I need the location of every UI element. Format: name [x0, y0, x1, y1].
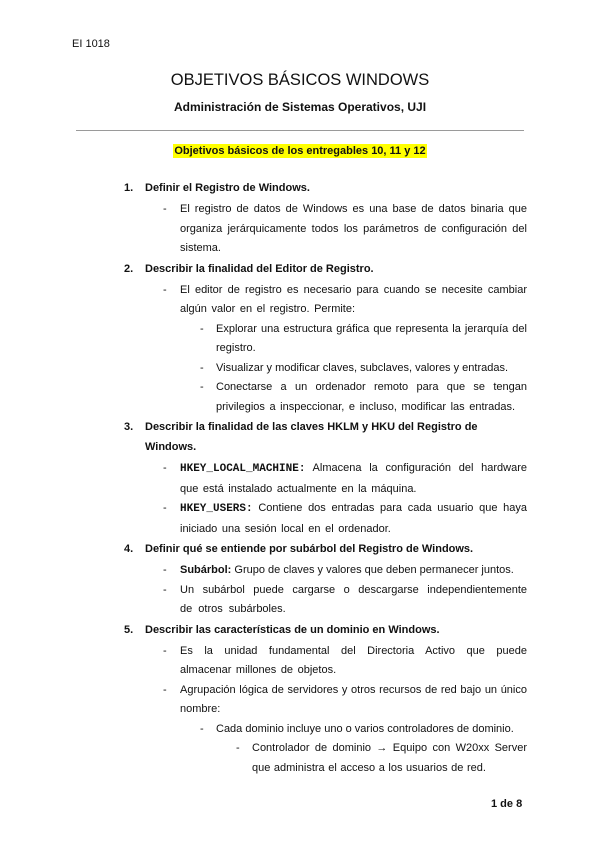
item-text: Es la unidad fundamental del Directoria Activo que puede almacenar millones de objetos. — [180, 644, 527, 676]
dash-bullet: - — [163, 683, 167, 696]
item-text: Cada dominio incluye uno o varios controladores de dominio. — [216, 722, 514, 735]
dash-bullet: - — [163, 502, 167, 514]
section-number: 4. — [124, 543, 134, 555]
dash-bullet: - — [163, 564, 167, 576]
section-number: 2. — [124, 262, 134, 275]
item-term: Subárbol: — [180, 564, 232, 576]
dash-bullet: - — [200, 381, 204, 393]
item-text: Almacena la configuración del hardware que está instalado actualmente en la máquina. — [180, 462, 527, 495]
page-number: 1 de 8 — [491, 798, 523, 810]
item-text: El registro de datos de Windows es una base de datos binaria que organiza jerárquicamente todos los parámetros de configuración del sistema. — [180, 203, 527, 254]
sub-sub-list-item — [236, 739, 527, 778]
section-title: Describir la finalidad de las claves HKLM y HKU del Registro de Windows. — [145, 421, 478, 453]
sub-list-item — [200, 359, 527, 379]
dash-bullet: - — [200, 722, 204, 735]
dash-bullet: - — [200, 322, 204, 335]
section-title: Definir qué se entiende por subárbol del Registro de Windows. — [145, 543, 474, 555]
sub-list-item — [200, 720, 527, 740]
section-heading — [124, 178, 525, 198]
section-heading — [124, 417, 525, 457]
header-divider — [76, 130, 524, 131]
section-heading — [124, 620, 525, 640]
item-text: Agrupación lógica de servidores y otros recursos de red bajo un único nombre: — [180, 683, 527, 715]
document-title: OBJETIVOS BÁSICOS WINDOWS — [170, 71, 430, 89]
item-text: Contiene dos entradas para cada usuario que haya iniciado una sesión local en el ordenador. — [180, 502, 527, 535]
item-text: El editor de registro es necesario para cuando se necesite cambiar algún valor en el registro. Permite: — [180, 283, 527, 315]
dash-bullet: - — [163, 462, 167, 474]
list-item — [163, 642, 527, 681]
section-title: Describir la finalidad del Editor de Registro. — [145, 262, 374, 275]
dash-bullet: - — [163, 203, 167, 215]
section-number: 1. — [124, 182, 134, 194]
dash-bullet: - — [163, 583, 167, 596]
item-text: Explorar una estructura gráfica que representa la jerarquía del registro. — [216, 322, 527, 354]
highlight-banner — [0, 141, 600, 159]
item-term: HKEY_LOCAL_MACHINE: — [180, 463, 306, 475]
section-number: 3. — [124, 421, 134, 433]
document-subtitle: Administración de Sistemas Operativos, UJI — [173, 100, 427, 114]
list-item — [163, 561, 527, 581]
item-text: Un subárbol puede cargarse o descargarse independientemente de otros subárboles. — [180, 583, 527, 615]
course-code: EI 1018 — [72, 38, 110, 50]
section-number: 5. — [124, 623, 134, 636]
item-text: Visualizar y modificar claves, subclaves, valores y entradas. — [216, 361, 509, 374]
list-item — [163, 281, 527, 320]
document-content — [0, 178, 600, 778]
list-item — [163, 499, 527, 539]
list-item — [163, 681, 527, 720]
item-text: Conectarse a un ordenador remoto para que se tengan privilegios a inspeccionar, e incluso, modificar las entradas. — [216, 381, 527, 413]
section-heading — [124, 539, 525, 559]
dash-bullet: - — [163, 644, 167, 657]
section-title: Describir las características de un dominio en Windows. — [145, 623, 440, 636]
item-text: Controlador de dominio → Equipo con W20xx Server que administra el acceso a los usuarios de red. — [252, 742, 527, 774]
list-item — [163, 581, 527, 620]
item-text: Grupo de claves y valores que deben permanecer juntos. — [231, 564, 514, 576]
list-item — [163, 459, 527, 499]
highlighted-heading: Objetivos básicos de los entregables 10, 11 y 12 — [174, 145, 426, 157]
list-item — [163, 200, 527, 259]
section-heading — [124, 259, 525, 279]
dash-bullet: - — [163, 283, 167, 296]
dash-bullet: - — [200, 361, 204, 374]
item-term: HKEY_USERS: — [180, 503, 253, 515]
sub-list-item — [200, 320, 527, 359]
dash-bullet: - — [236, 742, 240, 754]
sub-list-item — [200, 378, 527, 417]
section-title: Definir el Registro de Windows. — [145, 182, 310, 194]
